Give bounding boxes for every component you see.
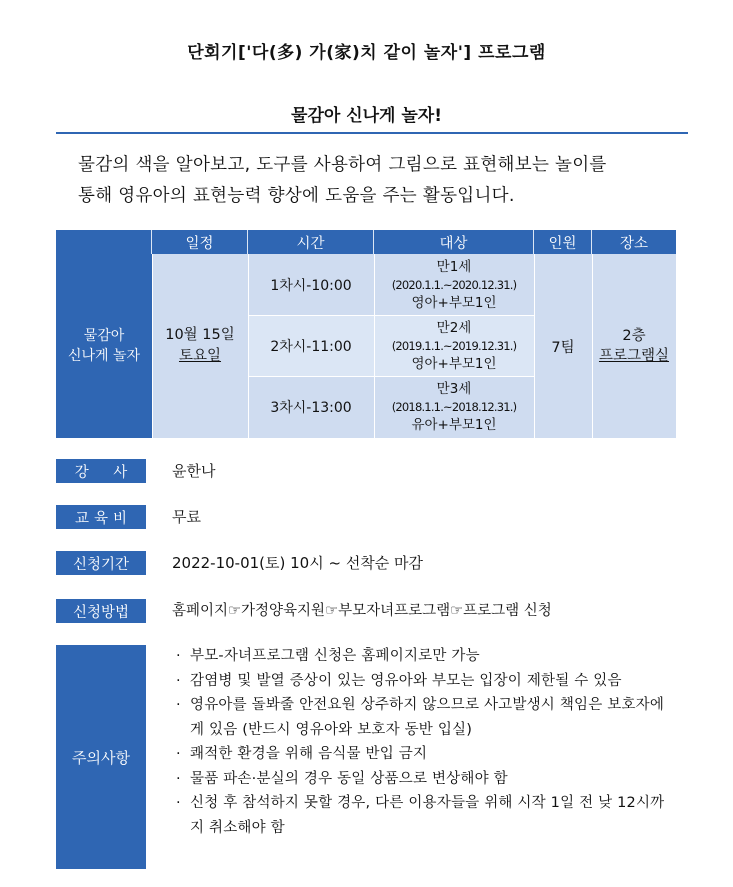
title-divider — [56, 132, 688, 134]
program-name-line-1: 물감아 — [83, 328, 125, 344]
session-2-range: (2019.1.1.~2019.12.31.) — [391, 338, 517, 353]
caution-list — [172, 644, 678, 840]
date-cell — [152, 254, 248, 438]
place-floor: 2층 — [622, 328, 646, 344]
bullet-dot: · — [176, 770, 181, 787]
grid-line — [374, 254, 375, 438]
program-name-line-2: 신나게 놀자 — [67, 348, 141, 364]
session-3-age: 만3세 — [436, 381, 472, 397]
bullet-dot: · — [176, 746, 181, 762]
fee-label: 교육비 — [56, 505, 146, 529]
caution-label: 주의사항 — [56, 645, 146, 869]
caution-item — [172, 644, 678, 669]
program-name-heading: 물감아 신나게 놀자! — [291, 106, 442, 126]
grid-line — [248, 315, 534, 316]
session-3-target — [374, 376, 534, 438]
period-value: 2022-10-01(토) 10시 ~ 선착순 마감 — [172, 554, 424, 572]
grid-line — [248, 376, 534, 377]
place-room: 프로그램실 — [598, 348, 670, 364]
grid-line — [534, 254, 535, 438]
date-day: 10월 15일 — [165, 327, 235, 343]
header-blank — [56, 230, 152, 254]
caution-item — [172, 693, 678, 742]
session-1-range: (2020.1.1.~2020.12.31.) — [391, 277, 517, 292]
header-time: 시간 — [248, 230, 374, 254]
caution-text: 신청 후 참석하지 못할 경우, 다른 이용자들을 위해 시작 1일 전 낮 12시까지 취소해야 함 — [190, 795, 665, 836]
document-title: 단회기['다(多) 가(家)치 같이 놀자'] 프로그램 — [187, 43, 546, 63]
caution-item — [172, 791, 678, 840]
fee-value: 무료 — [172, 508, 201, 526]
session-2-time: 2차시-11:00 — [248, 315, 374, 376]
method-value: 홈페이지☞가정양육지원☞부모자녀프로그램☞프로그램 신청 — [172, 603, 552, 619]
session-1-who: 영아+부모1인 — [411, 294, 497, 311]
intro-paragraph — [78, 150, 678, 212]
date-weekday: 토요일 — [178, 348, 222, 364]
session-3-who: 유아+부모1인 — [411, 417, 497, 433]
grid-line — [248, 254, 249, 438]
header-target: 대상 — [374, 230, 534, 254]
header-capacity: 인원 — [534, 230, 592, 254]
header-date: 일정 — [152, 230, 248, 254]
bullet-dot: · — [176, 795, 181, 811]
instructor-value: 윤한나 — [172, 462, 216, 480]
session-2-target — [374, 315, 534, 376]
bullet-dot: · — [176, 697, 181, 713]
capacity-cell: 7팀 — [534, 254, 592, 438]
grid-line — [152, 254, 153, 438]
method-label: 신청방법 — [56, 599, 146, 623]
caution-item — [172, 767, 678, 792]
intro-line-2: 통해 영유아의 표현능력 향상에 도움을 주는 활동입니다. — [78, 186, 515, 206]
session-2-who: 영아+부모1인 — [411, 355, 497, 372]
caution-item — [172, 669, 678, 694]
grid-line — [592, 254, 593, 438]
caution-item — [172, 742, 678, 767]
schedule-table — [56, 230, 676, 438]
intro-line-1: 물감의 색을 알아보고, 도구를 사용하여 그림으로 표현해보는 놀이를 — [78, 155, 607, 175]
period-label: 신청기간 — [56, 551, 146, 575]
session-1-time: 1차시-10:00 — [248, 254, 374, 315]
caution-text: 쾌적한 환경을 위해 음식물 반입 금지 — [190, 746, 428, 762]
caution-text: 영유아를 돌봐줄 안전요원 상주하지 않으므로 사고발생시 책임은 보호자에게 있음 (반드시 영유아와 보호자 동반 입실) — [190, 697, 665, 738]
caution-text: 물품 파손·분실의 경우 동일 상품으로 변상해야 함 — [190, 770, 508, 787]
session-1-target — [374, 254, 534, 315]
bullet-dot: · — [176, 672, 181, 689]
bullet-dot: · — [176, 648, 181, 664]
caution-text: 부모-자녀프로그램 신청은 홈페이지로만 가능 — [190, 648, 480, 664]
session-2-age: 만2세 — [436, 319, 472, 336]
header-place: 장소 — [592, 230, 676, 254]
program-name-cell — [56, 254, 152, 438]
session-3-time: 3차시-13:00 — [248, 376, 374, 438]
session-1-age: 만1세 — [436, 258, 472, 275]
instructor-label: 강 사 — [56, 459, 146, 483]
caution-text: 감염병 및 발열 증상이 있는 영유아와 부모는 입장이 제한될 수 있음 — [190, 672, 622, 689]
session-3-range: (2018.1.1.~2018.12.31.) — [391, 400, 517, 414]
place-cell — [592, 254, 676, 438]
